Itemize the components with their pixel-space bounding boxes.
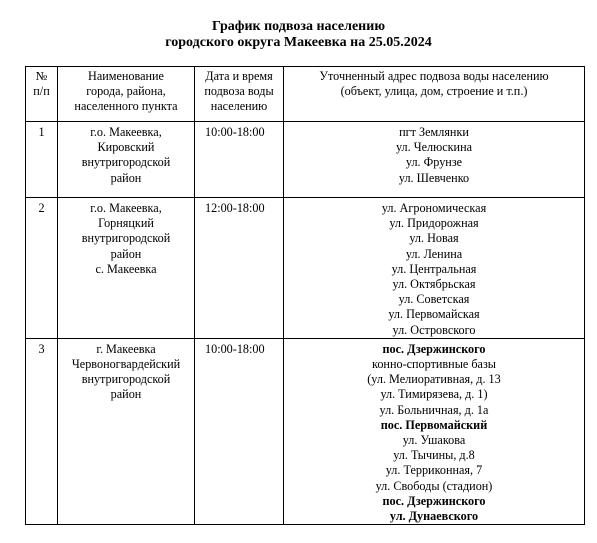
address-line: ул. Тычины, д.8 [393, 448, 475, 463]
row-number: 3 [26, 338, 58, 524]
address-line: ул. Ушакова [402, 433, 466, 448]
row-addresses [284, 338, 585, 524]
address-line: ул. Первомайская [388, 307, 480, 322]
row-number: 1 [26, 122, 58, 198]
address-line: ул. Больничная, д. 1а [379, 402, 489, 417]
address-line: (ул. Мелиоративная, д. 13 [367, 372, 501, 387]
address-line: пос. Первомайский [380, 417, 488, 432]
row-time: 10:00-18:00 [195, 122, 284, 198]
address-line: ул. Шевченко [398, 170, 470, 185]
address-line: ул. Челюскина [395, 140, 473, 155]
row-time: 12:00-18:00 [195, 198, 284, 339]
row-time: 10:00-18:00 [195, 338, 284, 524]
row-area: г.о. Макеевка, Горняцкий внутригородской район с. Макеевка [58, 198, 195, 339]
table-row [26, 338, 585, 524]
address-line: ул. Центральная [391, 261, 477, 276]
header-address: Уточненный адрес подвоза воды населению (объект, улица, дом, строение и т.п.) [284, 67, 585, 122]
address-line: ул. Советская [398, 292, 470, 307]
address-line: ул. Ленина [405, 246, 463, 261]
row-area: г.о. Макеевка, Кировский внутригородской район [58, 122, 195, 198]
address-line: ул. Агрономическая [381, 201, 487, 215]
address-line: ул. Свободы (стадион) [375, 478, 493, 493]
document-title [0, 19, 597, 51]
row-addresses [284, 198, 585, 339]
address-line: ул. Придорожная [389, 216, 479, 231]
address-line: пгт Землянки [399, 125, 469, 139]
table-header-row [26, 67, 585, 122]
row-area: г. Макеевка Червоногвардейский внутригородской район [58, 338, 195, 524]
address-line: ул. Дунаевского [389, 509, 479, 524]
row-number: 2 [26, 198, 58, 339]
address-line: конно-спортивные базы [372, 357, 496, 372]
address-line: ул. Тимирязева, д. 1) [380, 387, 488, 402]
header-time: Дата и время подвоза воды населению [195, 67, 284, 122]
table-row [26, 122, 585, 198]
title-line-2: городского округа Макеевка на 25.05.2024 [165, 35, 432, 50]
water-delivery-schedule-table [25, 66, 585, 525]
header-num: № п/п [26, 67, 58, 122]
address-line: ул. Новая [409, 231, 459, 246]
address-line: ул. Фрунзе [405, 155, 463, 170]
address-line: ул. Островского [392, 322, 476, 337]
address-line: пос. Дзержинского [382, 493, 486, 508]
title-line-1: График подвоза населению [211, 19, 386, 34]
row-addresses [284, 122, 585, 198]
table-row [26, 198, 585, 339]
address-line: пос. Дзержинского [382, 341, 486, 356]
header-area: Наименование города, района, населенного пункта [58, 67, 195, 122]
address-line: ул. Терриконная, 7 [385, 463, 483, 478]
address-line: ул. Октябрьская [392, 277, 476, 292]
